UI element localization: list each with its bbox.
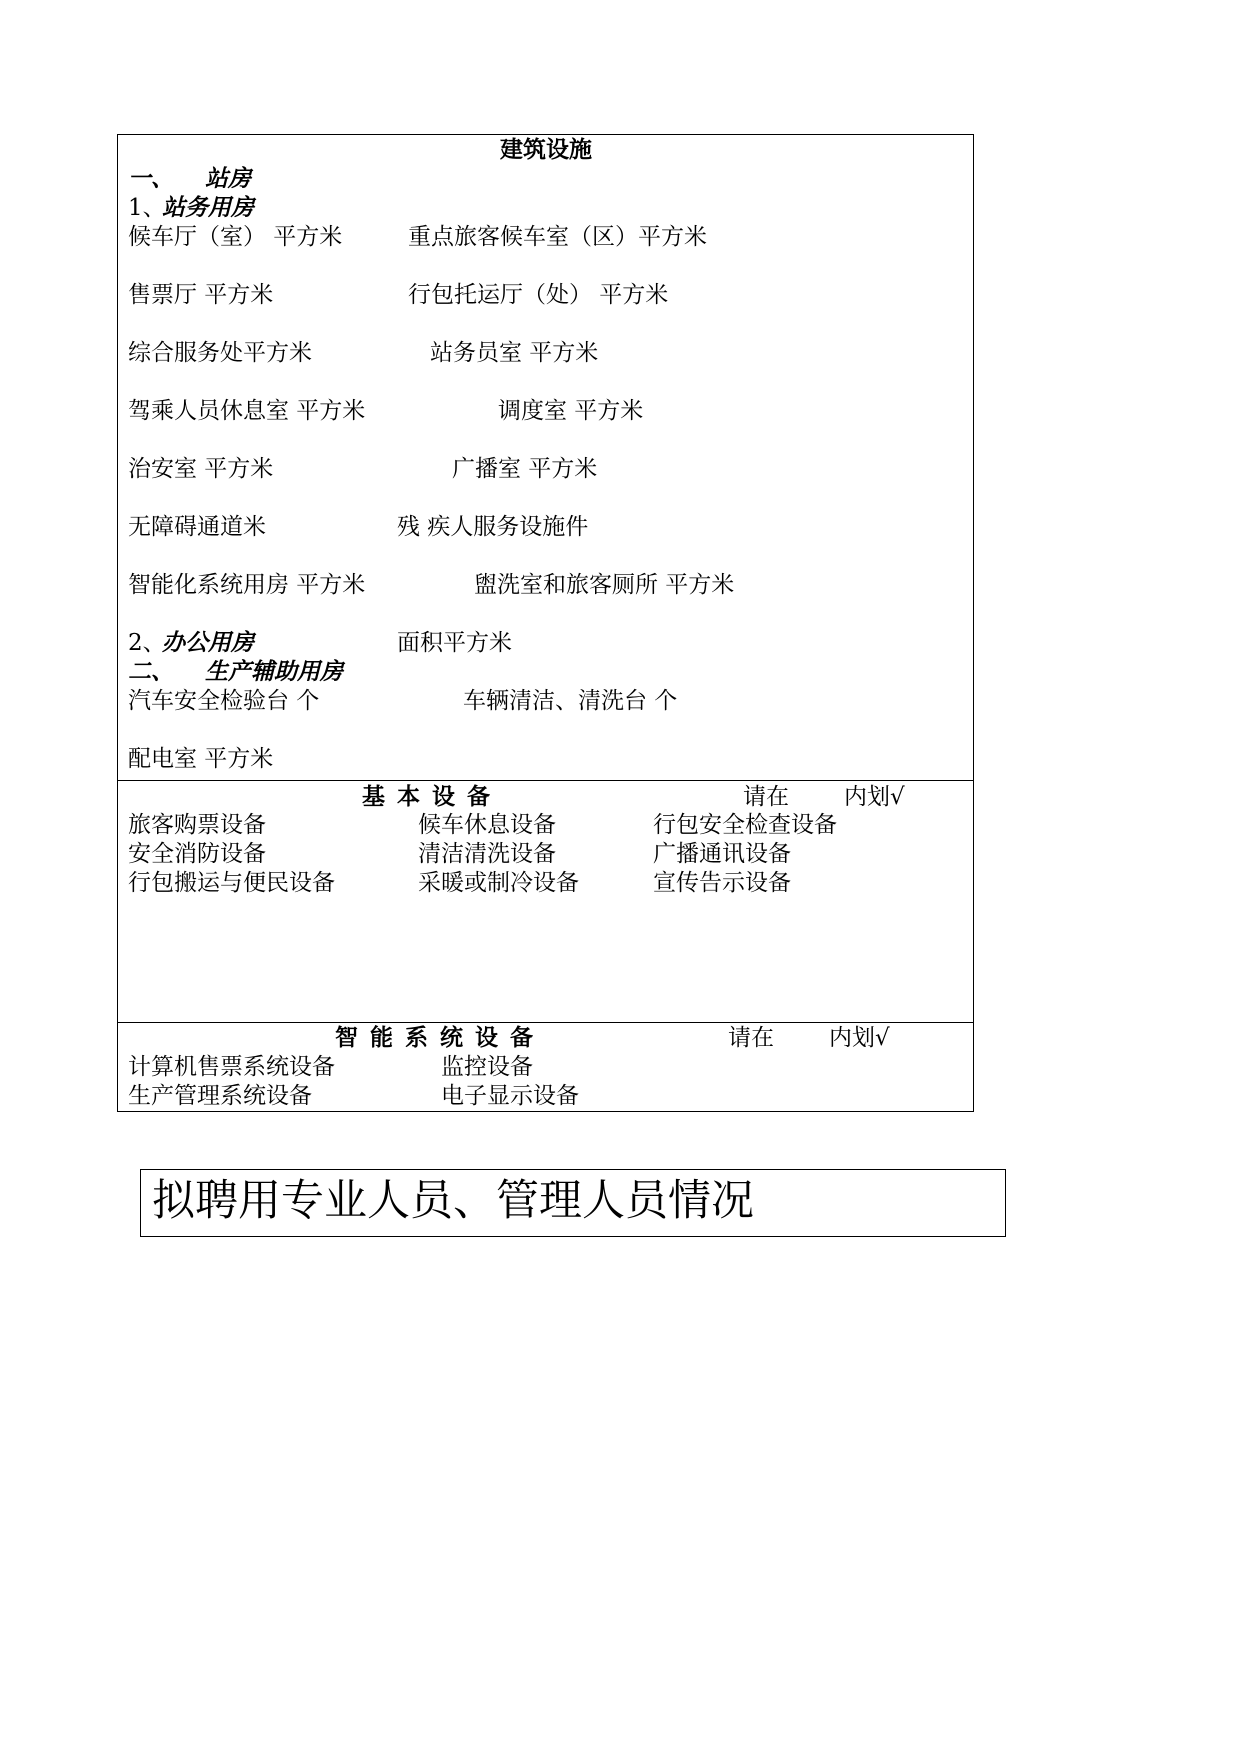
smart-management-system: 生产管理系统设备 bbox=[128, 1083, 312, 1109]
sub2-label: 2、 bbox=[128, 630, 166, 656]
row-key-passenger-room: 重点旅客候车室（区）平方米 bbox=[408, 224, 707, 250]
facilities-table bbox=[117, 134, 974, 1112]
part2-label: 二、 bbox=[128, 658, 174, 685]
equip-cleaning: 清洁清洗设备 bbox=[418, 841, 556, 867]
sub2-title: 办公用房 bbox=[162, 629, 254, 656]
row-wash-bay: 车辆清洁、清洗台 个 bbox=[463, 688, 678, 714]
row-waiting-hall: 候车厅（室） 平方米 bbox=[128, 224, 343, 250]
smart-monitoring: 监控设备 bbox=[441, 1054, 533, 1080]
office-area: 面积平方米 bbox=[397, 630, 512, 656]
smart-ticketing-system: 计算机售票系统设备 bbox=[128, 1054, 335, 1080]
smart-electronic-display: 电子显示设备 bbox=[441, 1083, 579, 1109]
basic-instruction-a: 请在 bbox=[743, 784, 789, 810]
part1-label: 一、 bbox=[128, 165, 174, 192]
equip-baggage-handling: 行包搬运与便民设备 bbox=[128, 870, 335, 896]
smart-instruction-b: 内划√ bbox=[829, 1025, 890, 1051]
section-title-basic-equipment: 基本设备 bbox=[362, 783, 502, 810]
sub1-label: 1、 bbox=[128, 195, 166, 221]
row-baggage-hall: 行包托运厅（处） 平方米 bbox=[408, 282, 669, 308]
equip-signage: 宣传告示设备 bbox=[653, 870, 791, 896]
section-title-building: 建筑设施 bbox=[500, 136, 592, 163]
equip-broadcast: 广播通讯设备 bbox=[653, 841, 791, 867]
row-driver-rest: 驾乘人员休息室 平方米 bbox=[128, 398, 366, 424]
part2-title: 生产辅助用房 bbox=[205, 658, 343, 685]
equip-heating-cooling: 采暖或制冷设备 bbox=[418, 870, 579, 896]
table-divider-2 bbox=[117, 1022, 973, 1023]
row-ticket-hall: 售票厅 平方米 bbox=[128, 282, 274, 308]
row-disabled-facilities: 残 疾人服务设施件 bbox=[397, 514, 589, 540]
row-broadcast-room: 广播室 平方米 bbox=[452, 456, 598, 482]
basic-instruction-b: 内划√ bbox=[844, 784, 905, 810]
equip-baggage-check: 行包安全检查设备 bbox=[653, 812, 837, 838]
sub1-title: 站务用房 bbox=[162, 194, 254, 221]
row-dispatch-room: 调度室 平方米 bbox=[498, 398, 644, 424]
table-divider-1 bbox=[117, 780, 973, 781]
smart-instruction-a: 请在 bbox=[728, 1025, 774, 1051]
row-restrooms: 盥洗室和旅客厕所 平方米 bbox=[474, 572, 735, 598]
equip-waiting-rest: 候车休息设备 bbox=[418, 812, 556, 838]
row-staff-room: 站务员室 平方米 bbox=[430, 340, 599, 366]
equip-ticketing: 旅客购票设备 bbox=[128, 812, 266, 838]
part1-title: 站房 bbox=[205, 165, 251, 192]
row-accessible-passage: 无障碍通道米 bbox=[128, 514, 266, 540]
row-smart-system-room: 智能化系统用房 平方米 bbox=[128, 572, 366, 598]
row-service-desk: 综合服务处平方米 bbox=[128, 340, 312, 366]
row-power-room: 配电室 平方米 bbox=[128, 746, 274, 772]
staffing-heading: 拟聘用专业人员、管理人员情况 bbox=[152, 1176, 754, 1226]
section-title-smart-systems: 智能系统设备 bbox=[335, 1024, 545, 1051]
row-inspection-bay: 汽车安全检验台 个 bbox=[128, 688, 320, 714]
row-security-room: 治安室 平方米 bbox=[128, 456, 274, 482]
equip-fire-safety: 安全消防设备 bbox=[128, 841, 266, 867]
